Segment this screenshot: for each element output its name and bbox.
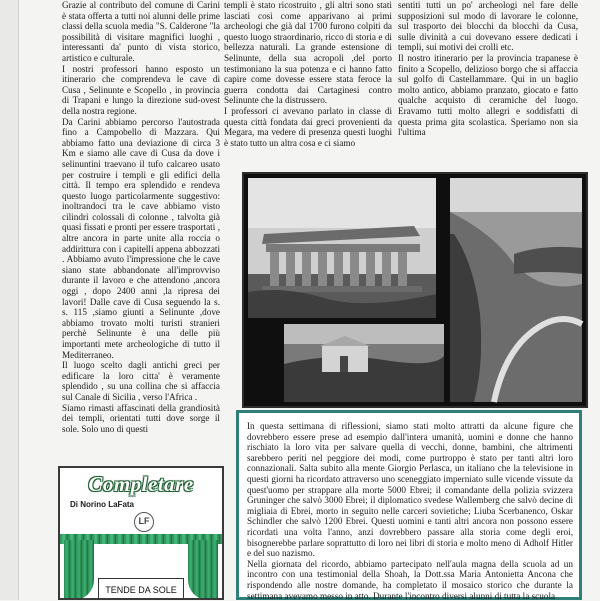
- ad-title: Completare: [88, 472, 194, 496]
- curtain-right-icon: [188, 540, 218, 600]
- article-paragraph: Grazie al contributo del comune di Carini è stata offerta a tutti noi alunni delle prime classi della scuola media "S. Calderone "la possibilità di visitare magnifici luoghi , interessanti da' punto di vista storico, artistico e culturale.: [62, 0, 220, 63]
- box-paragraph: In questa settimana di riflessioni, siamo stati molto attratti da alcune figure che dovrebbero essere prese ad esempio dall'intera umanità, uomini e donne che hanno rischiato la loro vita per salvare quella di vecchi, donne, bambini, che altrimenti sarebbero periti nel peggiore dei modi, come purtroppo è stato per tanti altri loro connazionali. Salta subito alla mente Giorgio Perlasca, un italiano che la televisione in questi giorni ha ricordato attraverso uno sceneggiato imperniato sulle vicende vissute da quest'uomo per strappare alla morte 5000 Ebrei; il comandante della polizia svizzera Gruninger che salvò 3000 Ebrei; il diplomatico svedese Wallemberg che salvò decine di migliaia di Ebrei, morto in seguito nelle carceri sovietiche; Liuba Scerbanenco, Oskar Schindler che salvò 1200 Ebrei. Questi uomini e tanti altri ancora non possono essere ricordati una volta l'anno, anzi dovrebbero passare alla storia come degli eroi, bisognerebbe parlare soprattutto di loro nei libri di storia e molto meno di Adholf Hitler e del suo nazismo.: [247, 421, 573, 559]
- ad-subtitle: Di Norino LaFata: [70, 500, 135, 509]
- article-paragraph: Il nostro itinerario per la provincia trapanese è finito a Scopello, delizioso borgo che si affaccia sul golfo di Castellammare. Qui in un baglio molto antico, abbiamo pranzato, giocato e fatto qualche acquisto di ceramiche del luogo. Eravamo tutti molto allegri e soddisfatti di questa prima gita scolastica. Speriamo non sia l'ultima: [398, 52, 578, 138]
- photo-collage: [242, 172, 588, 408]
- page-edge: [0, 0, 19, 600]
- article-column-2: [224, 0, 392, 148]
- article-paragraph: templi è stato ricostruito , gli altri sono stati lasciati così come apparivano ai primi archeologi che già dal 1700 furono colpiti da questo luogo straordinario, ricco di storia e di bellezza naturali. La grande estensione di Selinunte, della sua acropoli ,del porto testimoniano la sua potenza e ci hanno fatto capire come dovesse essere stata feroce la guerra condotta dai Cartaginesi contro Selinunte che la distrussero.: [224, 0, 392, 106]
- article-paragraph: sentiti tutti un po' archeologi nel fare delle supposizioni sul modo di lavorare le colonne, sul trasporto dei blocchi da blocchi da Cusa, sulle divinità a cui dovevano essere dedicati i templi, sui motivi dei crolli etc.: [398, 0, 578, 53]
- box-paragraph: Nella giornata del ricordo, abbiamo partecipato nell'aula magna della scuola ad un incontro con una testimonial della Shoah, la Dott.ssa Maria Antonietta Ancona che rispondendo alle nostre domande, ha completato il mosaico storico che durante la settimana avevamo messo in atto. Durante l'incontro diversi alunni di tutta la scuola: [247, 558, 573, 601]
- temple-photo: [248, 178, 436, 318]
- article-paragraph: Da Carini abbiamo percorso l'autostrada fino a Campobello di Mazzara. Qui abbiamo fatto una deviazione di circa 3 Km e siamo alle cave di Cusa da dove i selinuntini traevano il tufo calcareo usato per costruire i templi e gli edifici della città. Il tempo era splendido e rendeva questo luogo particolarmente suggestivo: inoltrandoci tra le cave abbiamo visto cilindri colossali di colonne , talvolta già quasi fissati e pronti per essere trasportati , altre ancora in parte unite alla roccia o addirittura con i capitelli appena abbozzati . Abbiamo avuto l'impressione che le cave siano state abbandonate all'improvviso durante il lavoro e che attendono ,ancora oggi , dopo 2400 anni ,la ripresa dei lavori! Dalle cave di Cusa seguendo la s. s. 115 ,siamo giunti a Selinunte ,dove abbiamo trovato molti turisti stranieri perchè Selinunte è una delle più importanti mete archeologiche di tutto il Mediterraneo.: [62, 116, 220, 360]
- ad-panel: TENDE DA SOLE: [98, 578, 184, 600]
- coast-photo: [450, 178, 582, 402]
- advertisement: [58, 466, 224, 600]
- remembrance-box: [236, 410, 582, 600]
- article-paragraph: Siamo rimasti affascinati della grandiosità dei templi, orientati tutti dove sorge il sole. Solo uno di questi: [62, 402, 220, 434]
- article-paragraph: Il luogo scelto dagli antichi greci per edificare la loro citta' è veramente splendido , su una collina che si affaccia sul Canale di Sicilia , verso l'Africa .: [62, 360, 220, 402]
- article-paragraph: I professori ci avevano parlato in classe di questa città fondata dai greci provenienti da Megara, ma vedere di presenza questi luoghi è stato tutto un altra cosa e ci siamo: [224, 105, 392, 148]
- article-column-3: [398, 0, 578, 138]
- remembrance-text: [247, 421, 573, 601]
- curtain-left-icon: [64, 540, 94, 600]
- article-paragraph: I nostri professori hanno esposto un itinerario che comprendeva le cave di Cusa , Selinunte e Scopello , in provincia di Trapani e lungo la direzione sud-ovest della nostra regione.: [62, 63, 220, 116]
- ad-logo: LF: [134, 512, 154, 532]
- article-column-1: [62, 0, 220, 434]
- photo-collage-svg: [244, 174, 586, 406]
- tuna-factory-photo: [284, 324, 444, 402]
